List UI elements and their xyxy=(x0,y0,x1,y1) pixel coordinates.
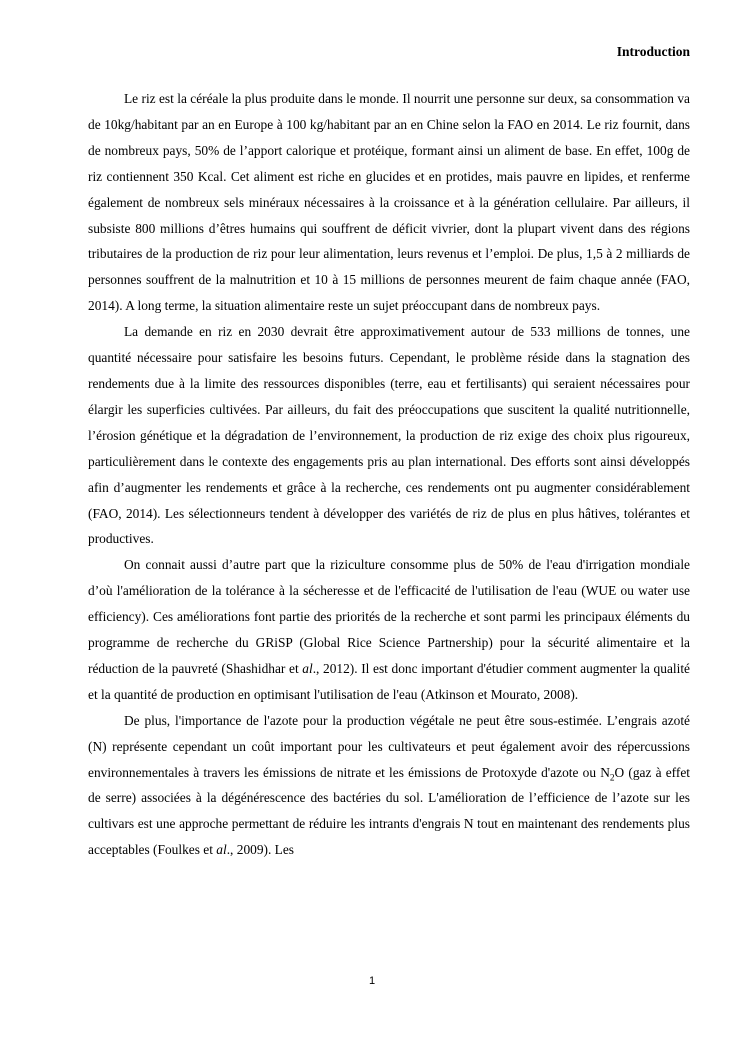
paragraph-3 xyxy=(88,552,690,707)
subscript: 2 xyxy=(609,773,615,784)
document-body xyxy=(88,86,690,863)
citation-italic: al xyxy=(302,660,313,676)
section-header: Introduction xyxy=(616,44,690,59)
page-number: 1 xyxy=(368,975,376,987)
paragraph-4-text-c: ., 2009). Les xyxy=(226,842,295,858)
paragraph-2: La demande en riz en 2030 devrait être approximativement autour de 533 millions de tonnes, une quantité nécessaire pour satisfaire les besoins futurs. Cependant, le problème réside dans la stagnation des rendements due à la limite des ressources disponibles (terre, eau et fertilisants) qui seraient nécessaires pour élargir les superficies cultivées. Par ailleurs, du fait des préoccupations que suscitent la qualité nutritionnelle, l’érosion génétique et la dégradation de l’environnement, la production de riz exige des choix plus rigoureux, particulièrement dans le contexte des engagements pris au plan international. Des efforts sont ainsi développés afin d’augmenter les rendements et grâce à la recherche, ces rendements ont pu augmenter considérablement (FAO, 2014). Les sélectionneurs tendent à développer des variétés de riz de plus en plus hâtives, tolérantes et productives. xyxy=(88,324,690,547)
paragraph-1: Le riz est la céréale la plus produite dans le monde. Il nourrit une personne sur deux, sa consommation va de 10kg/habitant par an en Europe à 100 kg/habitant par an en Chine selon la FAO en 2014. Le riz fournit, dans de nombreux pays, 50% de l’apport calorique et protéique, formant ainsi un aliment de base. En effet, 100g de riz contiennent 350 Kcal. Cet aliment est riche en glucides et en protides, mais pauvre en lipides, et renferme également de nombreux sels minéraux nécessaires à la croissance et à la génération cellulaire. Par ailleurs, il subsiste 800 millions d’êtres humains qui souffrent de déficit vivrier, dont la plupart vivent dans des régions tributaires de la production de riz pour leur alimentation, leurs revenus et l’emploi. De plus, 1,5 à 2 milliards de personnes souffrent de la malnutrition et 10 à 15 millions de personnes meurent de faim chaque année (FAO, 2014). A long terme, la situation alimentaire reste un sujet préoccupant dans de nombreux pays. xyxy=(88,91,690,314)
paragraph-4 xyxy=(88,708,690,863)
paragraph-3-text-a: On connait aussi d’autre part que la riziculture consomme plus de 50% de l'eau d'irrigation mondiale d’où l'amélioration de la tolérance à la sécheresse et de l'efficacité de l'utilisation de l'eau (WUE ou water use efficiency). Ces améliorations font partie des priorités de la recherche et sont parmi les principaux éléments du programme de recherche du GRiSP (Global Rice Science Partnership) pour la sécurité alimentaire et la réduction de la pauvreté (Shashidhar et xyxy=(88,557,690,676)
paragraph-4-text-a: De plus, l'importance de l'azote pour la production végétale ne peut être sous-estimée. L’engrais azoté (N) représente cependant un coût important pour les cultivateurs et peut également avoir des répercussions environnementales à travers les émissions de nitrate et les émissions de Protoxyde d'azote ou N xyxy=(88,712,690,780)
citation-italic: al xyxy=(216,842,227,858)
paragraph-4-text-b: O (gaz à effet de serre) associées à la dégénérescence des bactéries du sol. L'amélioration de l’efficience de l’azote sur les cultivars est une approche permettant de réduire les intrants d'engrais N tout en maintenant des rendements plus acceptables (Foulkes et xyxy=(88,764,690,858)
paragraph-3-text-b: ., 2012). Il est donc important d'étudier comment augmenter la qualité et la quantité de production en optimisant l'utilisation de l'eau (Atkinson et Mourato, 2008). xyxy=(88,660,690,702)
